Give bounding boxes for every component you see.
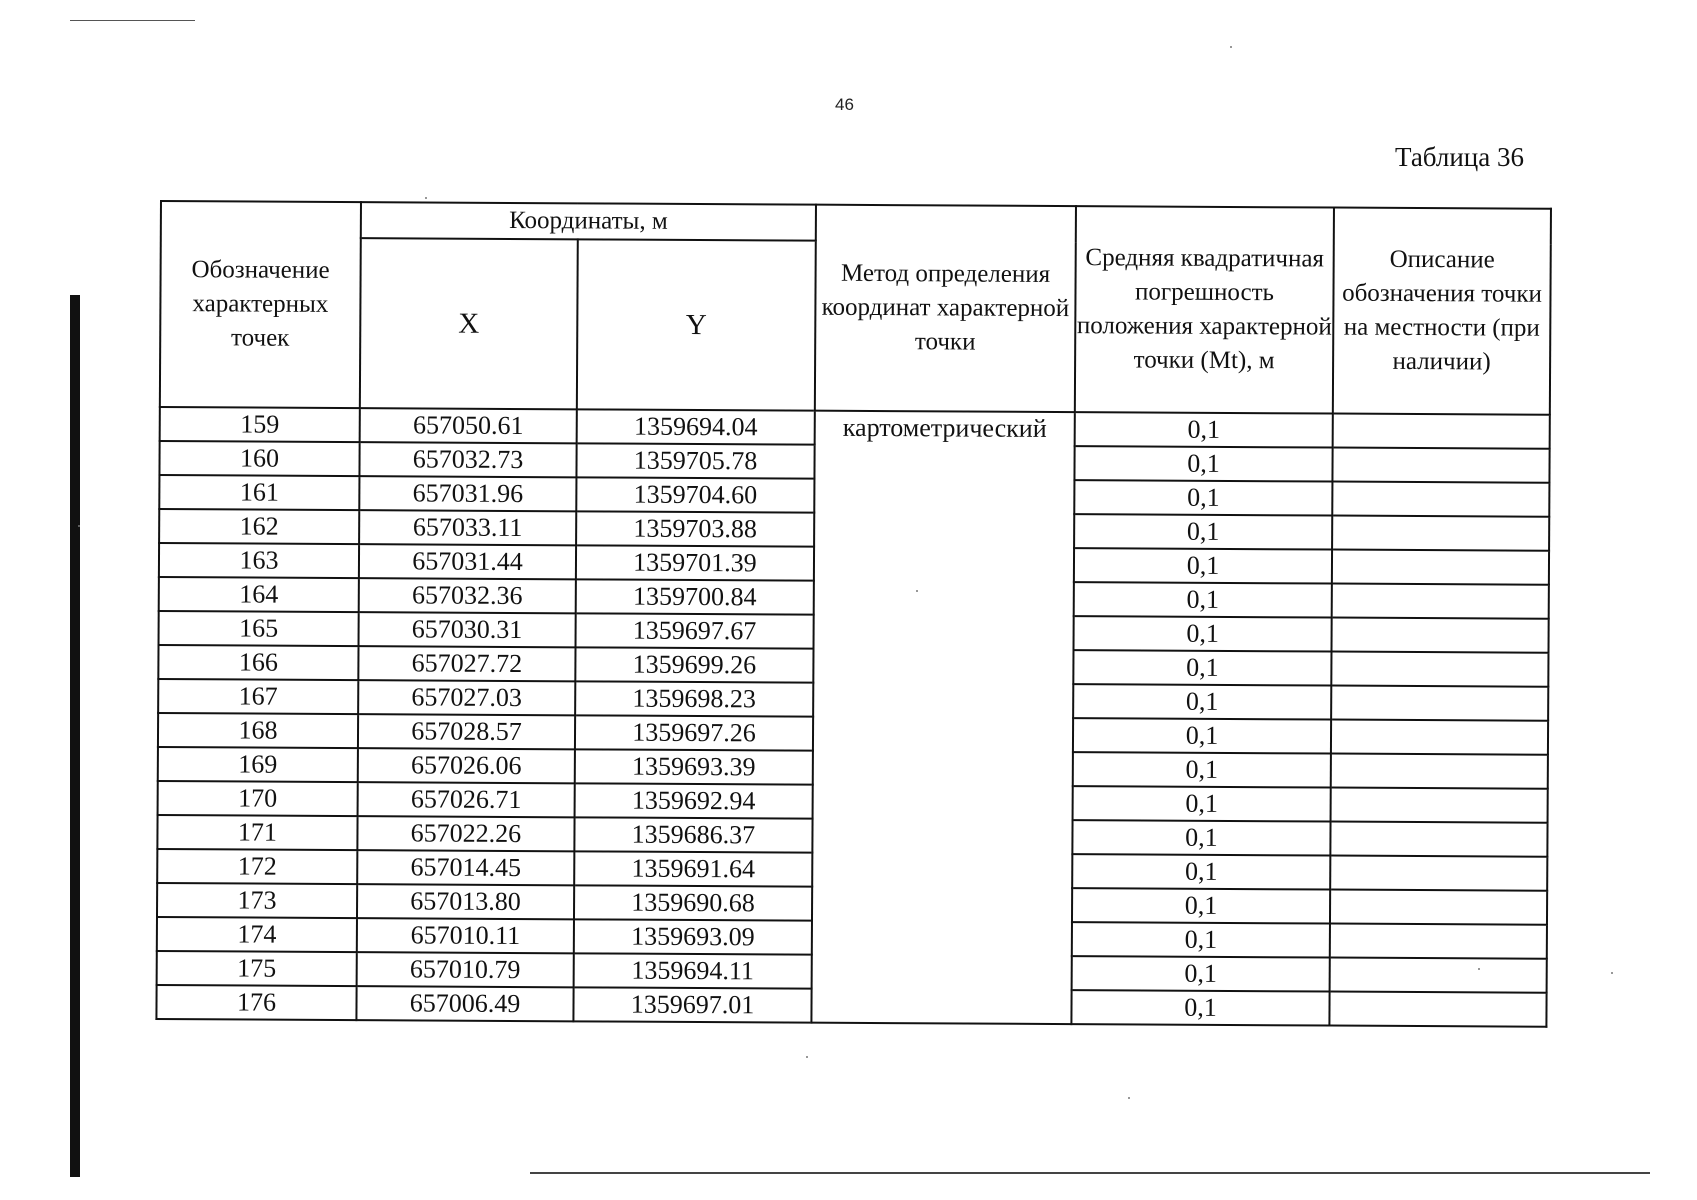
cell-accuracy: 0,1 (1073, 684, 1331, 719)
cell-x: 657050.61 (360, 408, 577, 443)
cell-accuracy: 0,1 (1072, 956, 1330, 991)
cell-description (1333, 414, 1550, 449)
cell-accuracy: 0,1 (1071, 990, 1329, 1025)
cell-y: 1359699.26 (575, 647, 813, 682)
cell-point-id: 167 (158, 679, 358, 714)
scan-artifact-bottom-line (530, 1172, 1650, 1174)
cell-description (1332, 550, 1549, 585)
cell-description (1332, 448, 1549, 483)
cell-y: 1359697.26 (575, 715, 813, 750)
scan-speck (425, 197, 427, 199)
cell-accuracy: 0,1 (1074, 480, 1332, 515)
coordinates-table (155, 200, 1552, 1028)
cell-x: 657026.71 (358, 782, 575, 817)
cell-x: 657033.11 (359, 510, 576, 545)
scan-artifact-top-line (70, 20, 195, 21)
cell-description (1329, 992, 1546, 1027)
cell-x: 657022.26 (357, 816, 574, 851)
cell-x: 657032.36 (359, 578, 576, 613)
cell-x: 657031.96 (359, 476, 576, 511)
cell-point-id: 168 (158, 713, 358, 748)
cell-x: 657028.57 (358, 714, 575, 749)
cell-x: 657027.72 (358, 646, 575, 681)
cell-y: 1359704.60 (576, 477, 814, 512)
cell-description (1332, 584, 1549, 619)
cell-accuracy: 0,1 (1072, 820, 1330, 855)
cell-point-id: 169 (158, 747, 358, 782)
cell-x: 657027.03 (358, 680, 575, 715)
cell-point-id: 159 (160, 407, 360, 442)
cell-point-id: 161 (159, 475, 359, 510)
cell-point-id: 172 (157, 849, 357, 884)
cell-accuracy: 0,1 (1072, 888, 1330, 923)
cell-x: 657013.80 (357, 884, 574, 919)
cell-description (1330, 924, 1547, 959)
cell-y: 1359686.37 (574, 817, 812, 852)
cell-accuracy: 0,1 (1074, 548, 1332, 583)
cell-description (1331, 720, 1548, 755)
header-x: X (360, 238, 578, 409)
cell-y: 1359690.68 (574, 885, 812, 920)
cell-description (1330, 890, 1547, 925)
cell-y: 1359697.01 (573, 987, 811, 1022)
cell-description (1331, 788, 1548, 823)
cell-y: 1359692.94 (575, 783, 813, 818)
cell-x: 657026.06 (358, 748, 575, 783)
cell-accuracy: 0,1 (1073, 718, 1331, 753)
table-body (156, 407, 1549, 1027)
cell-accuracy: 0,1 (1072, 922, 1330, 957)
cell-description (1330, 958, 1547, 993)
cell-y: 1359700.84 (576, 579, 814, 614)
scan-artifact-left-bar (70, 295, 80, 1177)
cell-y: 1359703.88 (576, 511, 814, 546)
cell-x: 657014.45 (357, 850, 574, 885)
cell-accuracy: 0,1 (1075, 412, 1333, 447)
cell-x: 657031.44 (359, 544, 576, 579)
cell-y: 1359694.04 (577, 409, 815, 444)
header-y: Y (577, 239, 816, 410)
cell-accuracy: 0,1 (1073, 650, 1331, 685)
scan-speck (1230, 46, 1232, 48)
cell-description (1332, 618, 1549, 653)
cell-y: 1359693.09 (574, 919, 812, 954)
table-caption: Таблица 36 (1395, 142, 1524, 172)
cell-point-id: 176 (156, 985, 356, 1020)
cell-description (1331, 652, 1548, 687)
header-method: Метод определения координат характерной точки (815, 205, 1076, 412)
header-accuracy: Средняя квадратичная погрешность положения характерной точки (Mt), м (1075, 206, 1334, 413)
cell-point-id: 174 (157, 917, 357, 952)
cell-point-id: 170 (158, 781, 358, 816)
cell-x: 657030.31 (359, 612, 576, 647)
cell-point-id: 166 (158, 645, 358, 680)
cell-accuracy: 0,1 (1073, 786, 1331, 821)
cell-x: 657010.11 (357, 918, 574, 953)
cell-y: 1359697.67 (576, 613, 814, 648)
cell-description (1331, 686, 1548, 721)
cell-point-id: 175 (157, 951, 357, 986)
cell-y: 1359705.78 (576, 443, 814, 478)
cell-point-id: 163 (159, 543, 359, 578)
cell-x: 657032.73 (359, 442, 576, 477)
cell-description (1330, 822, 1547, 857)
header-description: Описание обозначения точки на местности (при наличии) (1333, 208, 1551, 415)
scan-speck (1128, 1097, 1130, 1099)
cell-description (1331, 754, 1548, 789)
cell-point-id: 165 (159, 611, 359, 646)
cell-description (1330, 856, 1547, 891)
cell-accuracy: 0,1 (1074, 616, 1332, 651)
header-point-id: Обозначение характерных точек (160, 201, 361, 408)
cell-description (1332, 482, 1549, 517)
cell-point-id: 160 (159, 441, 359, 476)
cell-y: 1359701.39 (576, 545, 814, 580)
cell-description (1332, 516, 1549, 551)
scan-speck (806, 1056, 808, 1058)
cell-accuracy: 0,1 (1072, 854, 1330, 889)
page-number: 46 (835, 95, 854, 114)
cell-accuracy: 0,1 (1074, 514, 1332, 549)
scan-speck (1611, 972, 1613, 974)
cell-point-id: 171 (157, 815, 357, 850)
cell-x: 657006.49 (356, 986, 573, 1021)
cell-y: 1359698.23 (575, 681, 813, 716)
scan-speck (78, 525, 80, 527)
cell-point-id: 173 (157, 883, 357, 918)
cell-x: 657010.79 (357, 952, 574, 987)
cell-accuracy: 0,1 (1074, 582, 1332, 617)
cell-accuracy: 0,1 (1073, 752, 1331, 787)
cell-y: 1359693.39 (575, 749, 813, 784)
cell-point-id: 162 (159, 509, 359, 544)
cell-y: 1359691.64 (574, 851, 812, 886)
cell-accuracy: 0,1 (1074, 446, 1332, 481)
cell-y: 1359694.11 (574, 953, 812, 988)
header-coordinates: Координаты, м (361, 202, 816, 241)
cell-method: картометрический (811, 411, 1074, 1024)
cell-point-id: 164 (159, 577, 359, 612)
